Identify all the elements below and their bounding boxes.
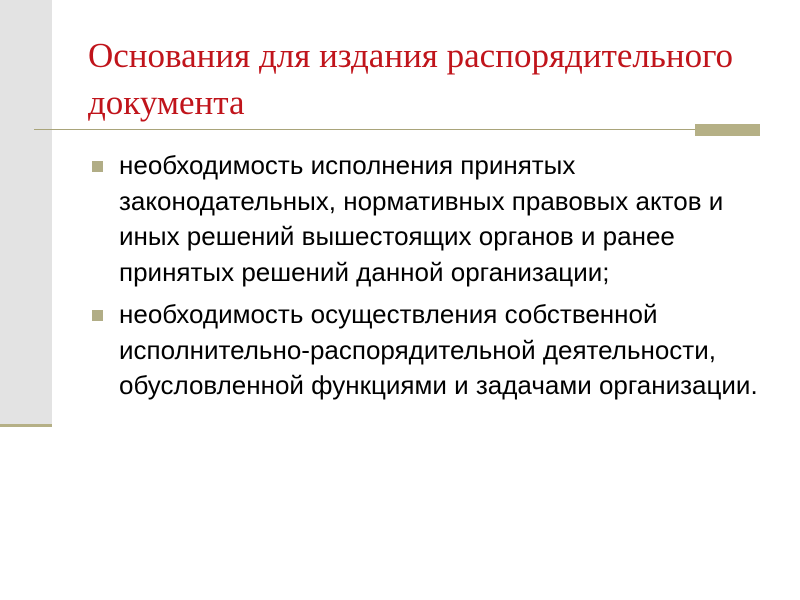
bullet-item	[92, 148, 762, 290]
slide-title: Основания для издания распорядительного документа	[88, 36, 734, 122]
title-accent-bar	[695, 124, 760, 136]
bullet-list	[92, 148, 762, 411]
bullet-item	[92, 297, 762, 404]
title-underline	[34, 129, 760, 130]
square-bullet-icon	[92, 310, 103, 321]
bullet-text: необходимость осуществления собственной исполнительно-распорядительной деятельности, обусловленной функциями и задачами организации.	[119, 299, 758, 400]
bullet-text: необходимость исполнения принятых законодательных, нормативных правовых актов и иных решений вышестоящих органов и ранее принятых решений данной организации;	[119, 150, 724, 287]
side-decor-rule	[0, 424, 52, 427]
side-decor-band	[0, 0, 52, 427]
square-bullet-icon	[92, 161, 103, 172]
